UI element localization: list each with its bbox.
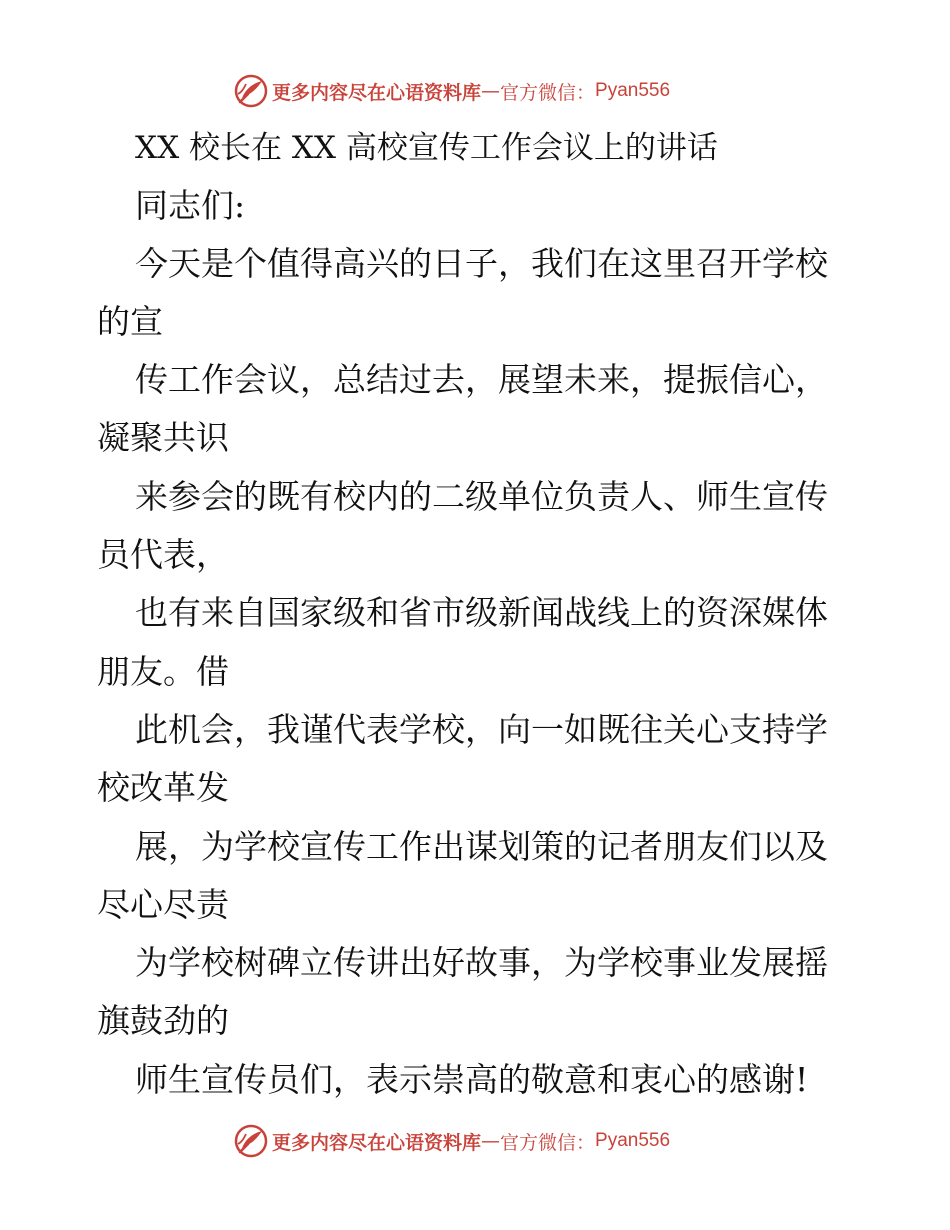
body-line: 尽心尽责 xyxy=(97,885,229,924)
body-line: 的宣 xyxy=(97,302,163,341)
banner-main-text: 更多内容尽在心语资料库 xyxy=(272,1131,482,1154)
body-line: 展，为学校宣传工作出谋划策的记者朋友们以及 xyxy=(135,827,828,866)
body-line: 今天是个值得高兴的日子，我们在这里召开学校 xyxy=(135,244,828,283)
banner-content xyxy=(234,74,670,108)
body-line: 来参会的既有校内的二级单位负责人、师生宣传 xyxy=(135,477,828,516)
body-line: 员代表， xyxy=(97,535,229,574)
body-line: 朋友。借 xyxy=(97,652,229,691)
body-line: 旗鼓劲的 xyxy=(97,1001,229,1040)
body-line: 也有来自国家级和省市级新闻战线上的资深媒体 xyxy=(135,593,828,632)
header-banner xyxy=(0,70,950,110)
salutation: 同志们: xyxy=(135,186,246,225)
body-line: 为学校树碑立传讲出好故事，为学校事业发展摇 xyxy=(135,943,828,982)
banner-dash: — xyxy=(481,80,501,102)
banner-wechat-label: 官方微信： xyxy=(500,81,596,104)
body-line: 凝聚共识 xyxy=(97,418,229,457)
banner-main-text: 更多内容尽在心语资料库 xyxy=(272,81,482,104)
banner-wechat-label: 官方微信： xyxy=(500,1131,596,1154)
banner-dash: — xyxy=(481,1130,501,1152)
quill-logo-icon xyxy=(234,74,268,108)
body-line: 传工作会议，总结过去，展望未来，提振信心， xyxy=(135,360,828,399)
body-line: 师生宣传员们，表示崇高的敬意和衷心的感谢! xyxy=(135,1060,809,1099)
banner-wechat-id: Pyan556 xyxy=(595,1130,671,1151)
banner-wechat-id: Pyan556 xyxy=(595,80,671,101)
quill-logo-icon xyxy=(234,1124,268,1158)
body-line: 校改革发 xyxy=(97,768,229,807)
speech-title: XX 校长在 XX 高校宣传工作会议上的讲话 xyxy=(135,130,718,166)
banner-content xyxy=(234,1124,670,1158)
footer-banner xyxy=(0,1120,950,1160)
body-line: 此机会，我谨代表学校，向一如既往关心支持学 xyxy=(135,710,828,749)
